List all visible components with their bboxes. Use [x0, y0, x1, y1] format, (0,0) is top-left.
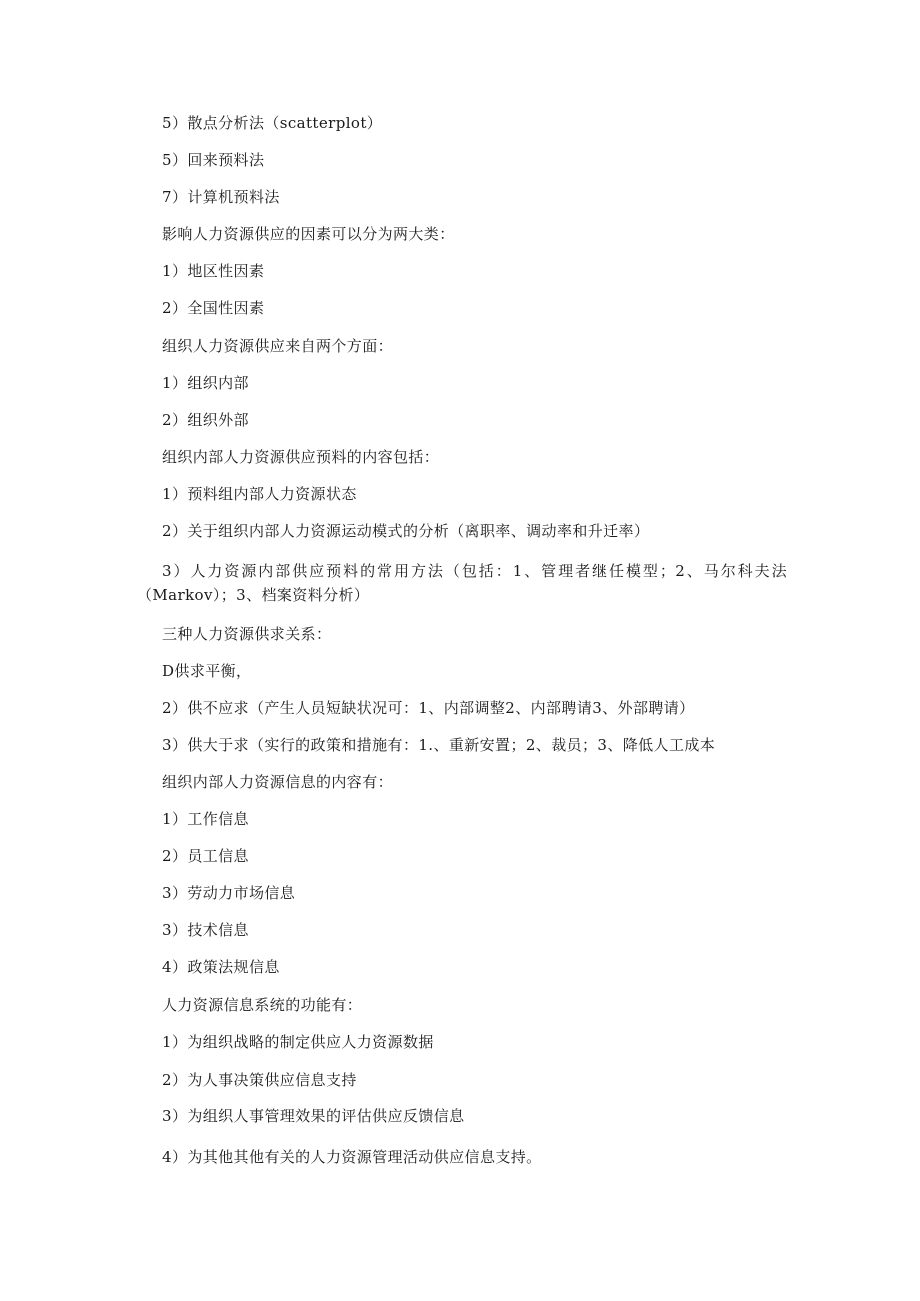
list-item-internal: 1）组织内部 [162, 374, 249, 392]
list-item-evaluation-feedback: 3）为组织人事管理效果的评估供应反馈信息 [162, 1107, 465, 1125]
section-heading-internal-info: 组织内部人力资源信息的内容有： [162, 773, 394, 791]
list-item-decision-support: 2）为人事决策供应信息支持 [162, 1071, 357, 1089]
section-heading-supply-sources: 组织人力资源供应来自两个方面： [162, 337, 394, 355]
list-item-internal-status: 1）预料组内部人力资源状态 [162, 485, 357, 503]
list-item-other-support: 4）为其他其他有关的人力资源管理活动供应信息支持。 [162, 1148, 542, 1166]
list-item-scatterplot: 5）散点分析法（scatterplot） [162, 114, 383, 132]
section-heading-supply-demand: 三种人力资源供求关系： [162, 625, 332, 643]
list-item-forecast-methods: 3）人力资源内部供应预料的常用方法（包括：1、管理者继任模型；2、马尔科夫法（Markov）；3、档案资料分析） [137, 562, 787, 604]
list-item-labor-market-info: 3）劳动力市场信息 [162, 884, 296, 902]
list-item-policy-info: 4）政策法规信息 [162, 958, 280, 976]
list-item-regional-factors: 1）地区性因素 [162, 262, 265, 280]
section-heading-supply-factors: 影响人力资源供应的因素可以分为两大类： [162, 225, 455, 243]
list-item-movement-analysis: 2）关于组织内部人力资源运动模式的分析（离职率、调动率和升迁率） [162, 522, 650, 540]
list-item-job-info: 1）工作信息 [162, 810, 249, 828]
list-item-strategy-data: 1）为组织战略的制定供应人力资源数据 [162, 1033, 434, 1051]
section-heading-internal-forecast: 组织内部人力资源供应预料的内容包括： [162, 448, 440, 466]
list-item-surplus: 3）供大于求（实行的政策和措施有：1.、重新安置；2、裁员；3、降低人工成本 [162, 736, 716, 754]
list-item-shortage: 2）供不应求（产生人员短缺状况可：1、内部调整2、内部聘请3、外部聘请） [162, 699, 695, 717]
list-item-employee-info: 2）员工信息 [162, 847, 249, 865]
list-item-tech-info: 3）技术信息 [162, 921, 249, 939]
list-item-external: 2）组织外部 [162, 411, 249, 429]
list-item-national-factors: 2）全国性因素 [162, 299, 265, 317]
list-item-regression: 5）回来预料法 [162, 151, 265, 169]
list-item-computer-forecast: 7）计算机预料法 [162, 188, 280, 206]
section-heading-hris-functions: 人力资源信息系统的功能有： [162, 996, 363, 1014]
list-item-balance: D供求平衡， [162, 662, 252, 680]
